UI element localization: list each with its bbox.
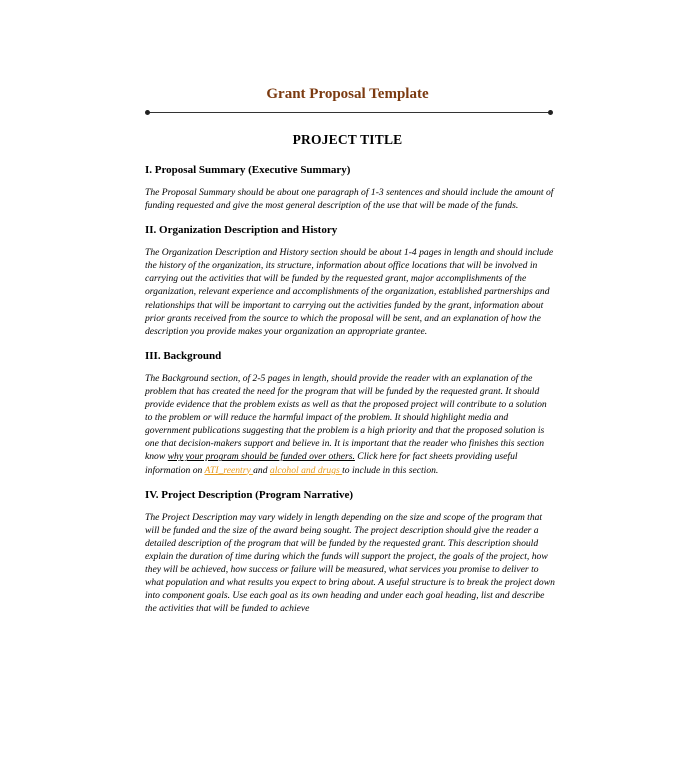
background-text-4: to include in this section. bbox=[342, 464, 439, 476]
section-heading-background: III. Background bbox=[145, 349, 222, 362]
section-body-project: The Project Description may vary widely in length depending on the size and scope of the program that will be funded and the size of the award being sought. The project description should give the reader a detailed description of the program that will be funded by the requested grant. This description should explain the duration of time during which the funds will support the project, the goals of the project, how they will be achieved, how success or failure will be measured, what services you promise to deliver to what population and what results you expect to bring about. A useful structure is to break the project down into component goals. Use each goal as its own heading and under each goal heading, list and describe the activities that will be funded to achieve bbox=[145, 511, 555, 615]
section-body-summary: The Proposal Summary should be about one paragraph of 1-3 sentences and should include the amount of funding requested and give the most general description of the use that will be made of the funds. bbox=[145, 187, 554, 212]
divider-right-dot bbox=[548, 110, 553, 115]
divider-left-dot bbox=[145, 110, 150, 115]
link-ati-reentry[interactable]: ATI_reentry bbox=[204, 464, 254, 476]
project-title: PROJECT TITLE bbox=[292, 132, 403, 147]
document-title: Grant Proposal Template bbox=[266, 86, 429, 102]
section-heading-summary: I. Proposal Summary (Executive Summary) bbox=[145, 164, 351, 176]
title-divider bbox=[147, 112, 551, 113]
section-body-background bbox=[145, 372, 555, 477]
link-why-funded[interactable]: why your program should be funded over others. bbox=[167, 451, 355, 463]
background-text-3: and bbox=[253, 464, 270, 476]
section-body-organization: The Organization Description and History section should be about 1-4 pages in length and should include the history of the organization, its structure, information about office locations that will be involved in carrying out the activities that will be funded by the requested grant, major accomplishments of the organization, relevant experience and accomplishments of the organization, established partnerships and relationships that will be important to carrying out the activities funded by the grant, information about prior grants received from the source to which the proposal will be sent, and an explanation of how the description you provide makes your organization an appropriate grantee. bbox=[145, 247, 554, 337]
background-text-1: The Background section, of 2-5 pages in length, should provide the reader with an explanation of the problem that has created the need for the program that will be funded by the requested grant. It should provide evidence that the problem exists as well as that the proposed project will contribute to a solution to the problem or will reduce the harmful impact of the problem. It should highlight media and government publications suggesting that the problem is a high priority and that the proposed solution is one that decision-makers support and believe in. It is important that the reader who finishes this section know bbox=[145, 372, 547, 463]
link-alcohol-drugs[interactable]: alcohol and drugs bbox=[269, 464, 343, 476]
document-content bbox=[145, 163, 555, 626]
section-heading-project: IV. Project Description (Program Narrative) bbox=[145, 488, 354, 501]
section-heading-organization: II. Organization Description and History bbox=[145, 224, 338, 237]
background-text-2: Click here for fact sheets providing useful information on bbox=[145, 451, 518, 476]
